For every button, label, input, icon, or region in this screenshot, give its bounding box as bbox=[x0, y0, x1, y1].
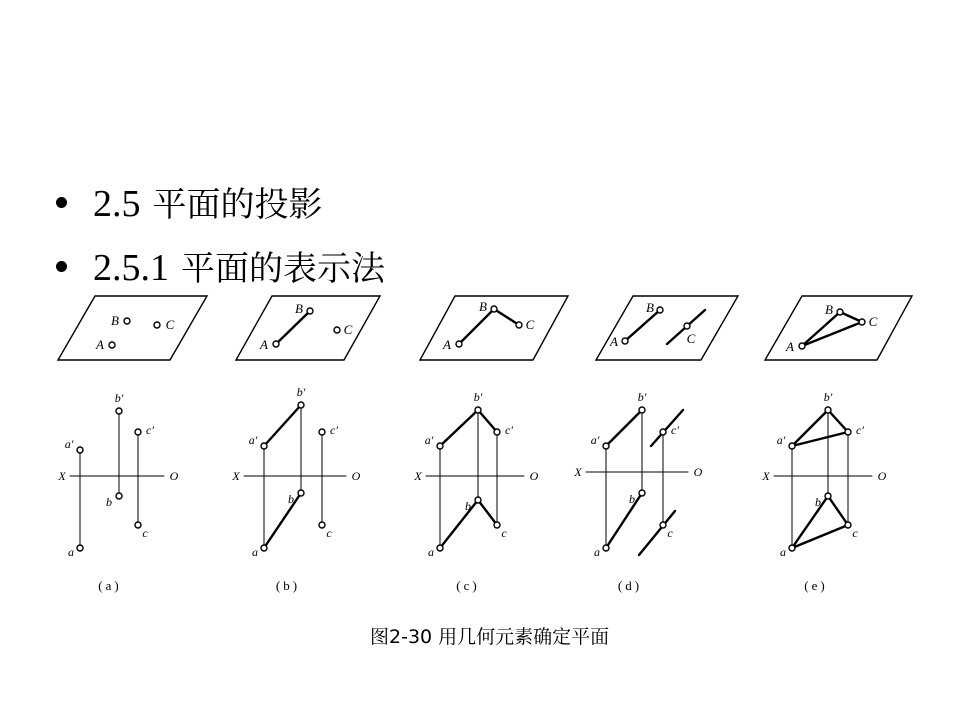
proj-label-b-prime: b′ bbox=[637, 390, 647, 404]
space-line-bc bbox=[494, 309, 519, 325]
proj-point-c-prime bbox=[845, 429, 851, 435]
proj-line-a1b1 bbox=[440, 410, 478, 446]
proj-point-b bbox=[825, 493, 831, 499]
proj-point-a-prime bbox=[789, 443, 795, 449]
space-label-b: B bbox=[111, 313, 119, 328]
space-label-c: C bbox=[343, 322, 353, 337]
proj-label-c: c bbox=[852, 526, 858, 540]
proj-label-b: b bbox=[629, 492, 635, 506]
panel-label-c: (c) bbox=[456, 578, 480, 593]
plane-a bbox=[58, 296, 207, 360]
proj-point-a-prime bbox=[261, 443, 267, 449]
space-label-a: A bbox=[260, 337, 268, 352]
space-point-b bbox=[307, 308, 313, 314]
proj-point-c bbox=[660, 522, 666, 528]
x-axis-label: X bbox=[232, 469, 240, 483]
proj-label-a: a bbox=[68, 545, 74, 559]
proj-point-c bbox=[494, 522, 500, 528]
space-line-ab bbox=[459, 309, 494, 344]
space-point-a bbox=[622, 338, 628, 344]
o-axis-label: O bbox=[351, 469, 361, 483]
proj-label-a-prime: a′ bbox=[248, 433, 258, 447]
panel-label-b: (b) bbox=[275, 578, 301, 593]
proj-label-a: a bbox=[780, 545, 786, 559]
space-label-a: A bbox=[786, 339, 794, 354]
space-point-b bbox=[657, 307, 663, 313]
proj-point-b-prime bbox=[639, 407, 645, 413]
proj-line-b1c1 bbox=[828, 410, 848, 432]
proj-label-a-prime: a′ bbox=[776, 433, 786, 447]
proj-point-b-prime bbox=[116, 408, 122, 414]
space-label-b: B bbox=[825, 302, 833, 317]
proj-point-c-prime bbox=[494, 429, 500, 435]
space-point-a bbox=[799, 343, 805, 349]
proj-point-a bbox=[77, 545, 83, 551]
proj-label-b: b bbox=[815, 495, 821, 509]
bullet-number: 2.5.1 bbox=[93, 247, 169, 289]
proj-line-ab bbox=[440, 500, 478, 548]
proj-point-b-prime bbox=[298, 402, 304, 408]
space-line-ab bbox=[276, 311, 310, 344]
space-point-b bbox=[491, 306, 497, 312]
o-axis-label: O bbox=[877, 469, 887, 483]
figure-caption: 图2-30 用几何元素确定平面 bbox=[370, 626, 610, 648]
proj-point-c-prime bbox=[135, 429, 141, 435]
proj-point-a bbox=[789, 545, 795, 551]
proj-label-c-prime: c′ bbox=[330, 423, 338, 437]
o-axis-label: O bbox=[169, 469, 179, 483]
proj-point-b bbox=[639, 490, 645, 496]
proj-point-c bbox=[319, 522, 325, 528]
plane-b bbox=[236, 296, 380, 360]
panel-label-a: (a) bbox=[98, 578, 122, 593]
space-point-b bbox=[124, 318, 130, 324]
proj-point-c-prime bbox=[319, 429, 325, 435]
proj-line-bc bbox=[828, 496, 848, 525]
x-axis-label: X bbox=[58, 469, 66, 483]
panel-label-e: (e) bbox=[804, 578, 828, 593]
proj-line-a1b1 bbox=[606, 410, 642, 446]
proj-point-a bbox=[437, 545, 443, 551]
proj-label-c-prime: c′ bbox=[856, 423, 864, 437]
o-axis-label: O bbox=[693, 465, 703, 479]
space-label-a: A bbox=[443, 337, 451, 352]
proj-label-c-prime: c′ bbox=[671, 423, 679, 437]
proj-point-a-prime bbox=[603, 443, 609, 449]
proj-point-c bbox=[845, 522, 851, 528]
proj-label-c: c bbox=[326, 526, 332, 540]
space-point-c bbox=[859, 319, 865, 325]
space-point-a bbox=[273, 341, 279, 347]
proj-point-a-prime bbox=[437, 443, 443, 449]
space-label-a: A bbox=[96, 337, 104, 352]
proj-point-a bbox=[261, 545, 267, 551]
proj-label-c-prime: c′ bbox=[505, 423, 513, 437]
proj-line-bc bbox=[478, 500, 497, 525]
proj-label-a-prime: a′ bbox=[590, 433, 600, 447]
proj-label-b-prime: b′ bbox=[296, 385, 306, 399]
space-label-b: B bbox=[646, 300, 654, 315]
proj-line-b1c1 bbox=[478, 410, 497, 432]
proj-label-a: a bbox=[252, 545, 258, 559]
proj-line-ab bbox=[264, 493, 301, 548]
space-point-c bbox=[684, 323, 690, 329]
proj-label-a: a bbox=[594, 545, 600, 559]
proj-label-c-prime: c′ bbox=[146, 423, 154, 437]
space-point-a bbox=[456, 341, 462, 347]
x-axis-label: X bbox=[762, 469, 770, 483]
proj-point-b-prime bbox=[825, 407, 831, 413]
proj-point-b bbox=[116, 493, 122, 499]
bullet-text: 平面的表示法 bbox=[181, 249, 385, 289]
proj-label-a: a bbox=[428, 545, 434, 559]
proj-label-c: c bbox=[501, 526, 507, 540]
bullet-text: 平面的投影 bbox=[152, 185, 323, 225]
space-line-ab bbox=[625, 310, 660, 341]
proj-label-b-prime: b′ bbox=[114, 391, 124, 405]
proj-label-b: b bbox=[288, 492, 294, 506]
proj-point-a-prime bbox=[77, 447, 83, 453]
bullet-number: 2.5 bbox=[93, 183, 141, 225]
proj-label-b-prime: b′ bbox=[473, 390, 483, 404]
panel-label-d: (d) bbox=[617, 578, 643, 593]
space-point-b bbox=[837, 309, 843, 315]
space-point-c bbox=[334, 327, 340, 333]
proj-point-a bbox=[603, 545, 609, 551]
proj-point-c bbox=[135, 522, 141, 528]
space-label-c: C bbox=[868, 314, 878, 329]
proj-label-c: c bbox=[667, 526, 673, 540]
proj-label-b: b bbox=[465, 499, 471, 513]
proj-line-a1b1 bbox=[264, 405, 301, 446]
proj-label-a-prime: a′ bbox=[64, 437, 74, 451]
proj-label-c: c bbox=[142, 526, 148, 540]
space-line-ac bbox=[802, 322, 862, 346]
proj-point-b-prime bbox=[475, 407, 481, 413]
space-label-c: C bbox=[165, 317, 175, 332]
proj-label-b: b bbox=[106, 495, 112, 509]
space-point-c bbox=[154, 322, 160, 328]
space-point-c bbox=[516, 322, 522, 328]
space-label-a: A bbox=[610, 334, 618, 349]
x-axis-label: X bbox=[414, 469, 422, 483]
proj-line-ab bbox=[606, 493, 642, 548]
proj-label-a-prime: a′ bbox=[424, 433, 434, 447]
space-point-a bbox=[109, 342, 115, 348]
proj-point-c-prime bbox=[660, 429, 666, 435]
proj-point-b bbox=[475, 497, 481, 503]
space-line-ab bbox=[802, 312, 840, 346]
proj-point-b bbox=[298, 490, 304, 496]
proj-label-b-prime: b′ bbox=[823, 390, 833, 404]
space-label-c: C bbox=[525, 317, 535, 332]
x-axis-label: X bbox=[574, 465, 582, 479]
plane-d bbox=[596, 296, 738, 360]
space-label-c: C bbox=[686, 331, 696, 346]
o-axis-label: O bbox=[529, 469, 539, 483]
space-label-b: B bbox=[479, 299, 487, 314]
space-label-b: B bbox=[295, 301, 303, 316]
